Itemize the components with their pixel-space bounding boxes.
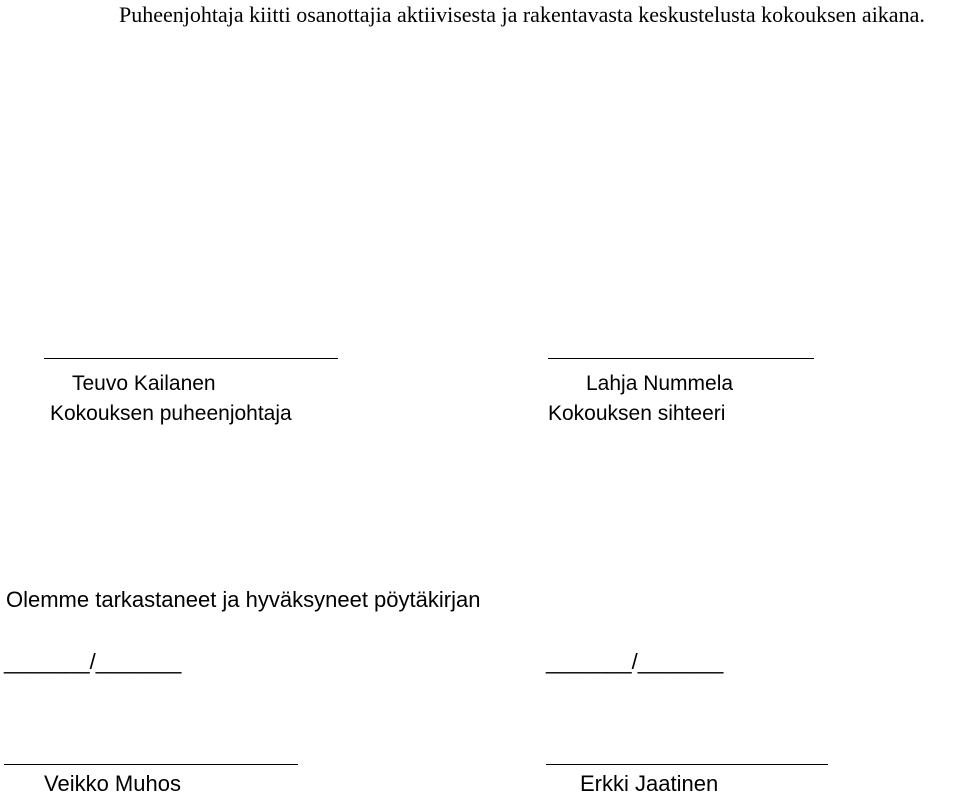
approval-heading: Olemme tarkastaneet ja hyväksyneet pöytäkirjan [6,587,481,612]
approval-date-left: _______/_______ [4,649,182,674]
chair-signature-line [44,358,338,359]
secretary-signature-line [548,358,814,359]
chair-name: Teuvo Kailanen [72,372,216,395]
secretary-name: Lahja Nummela [586,372,734,395]
chair-title: Kokouksen puheenjohtaja [50,402,292,425]
secretary-title: Kokouksen sihteeri [548,402,726,425]
approval-date-right: _______/_______ [546,649,724,674]
closing-paragraph: Puheenjohtaja kiitti osanottajia aktiivisesta ja rakentavasta keskustelusta kokouksen aikana. [119,2,925,27]
examiner-left-signature-line [4,764,298,765]
examiner-right-signature-line [546,764,828,765]
examiner-right-name: Erkki Jaatinen [580,771,719,796]
examiner-left-name: Veikko Muhos [44,771,181,796]
